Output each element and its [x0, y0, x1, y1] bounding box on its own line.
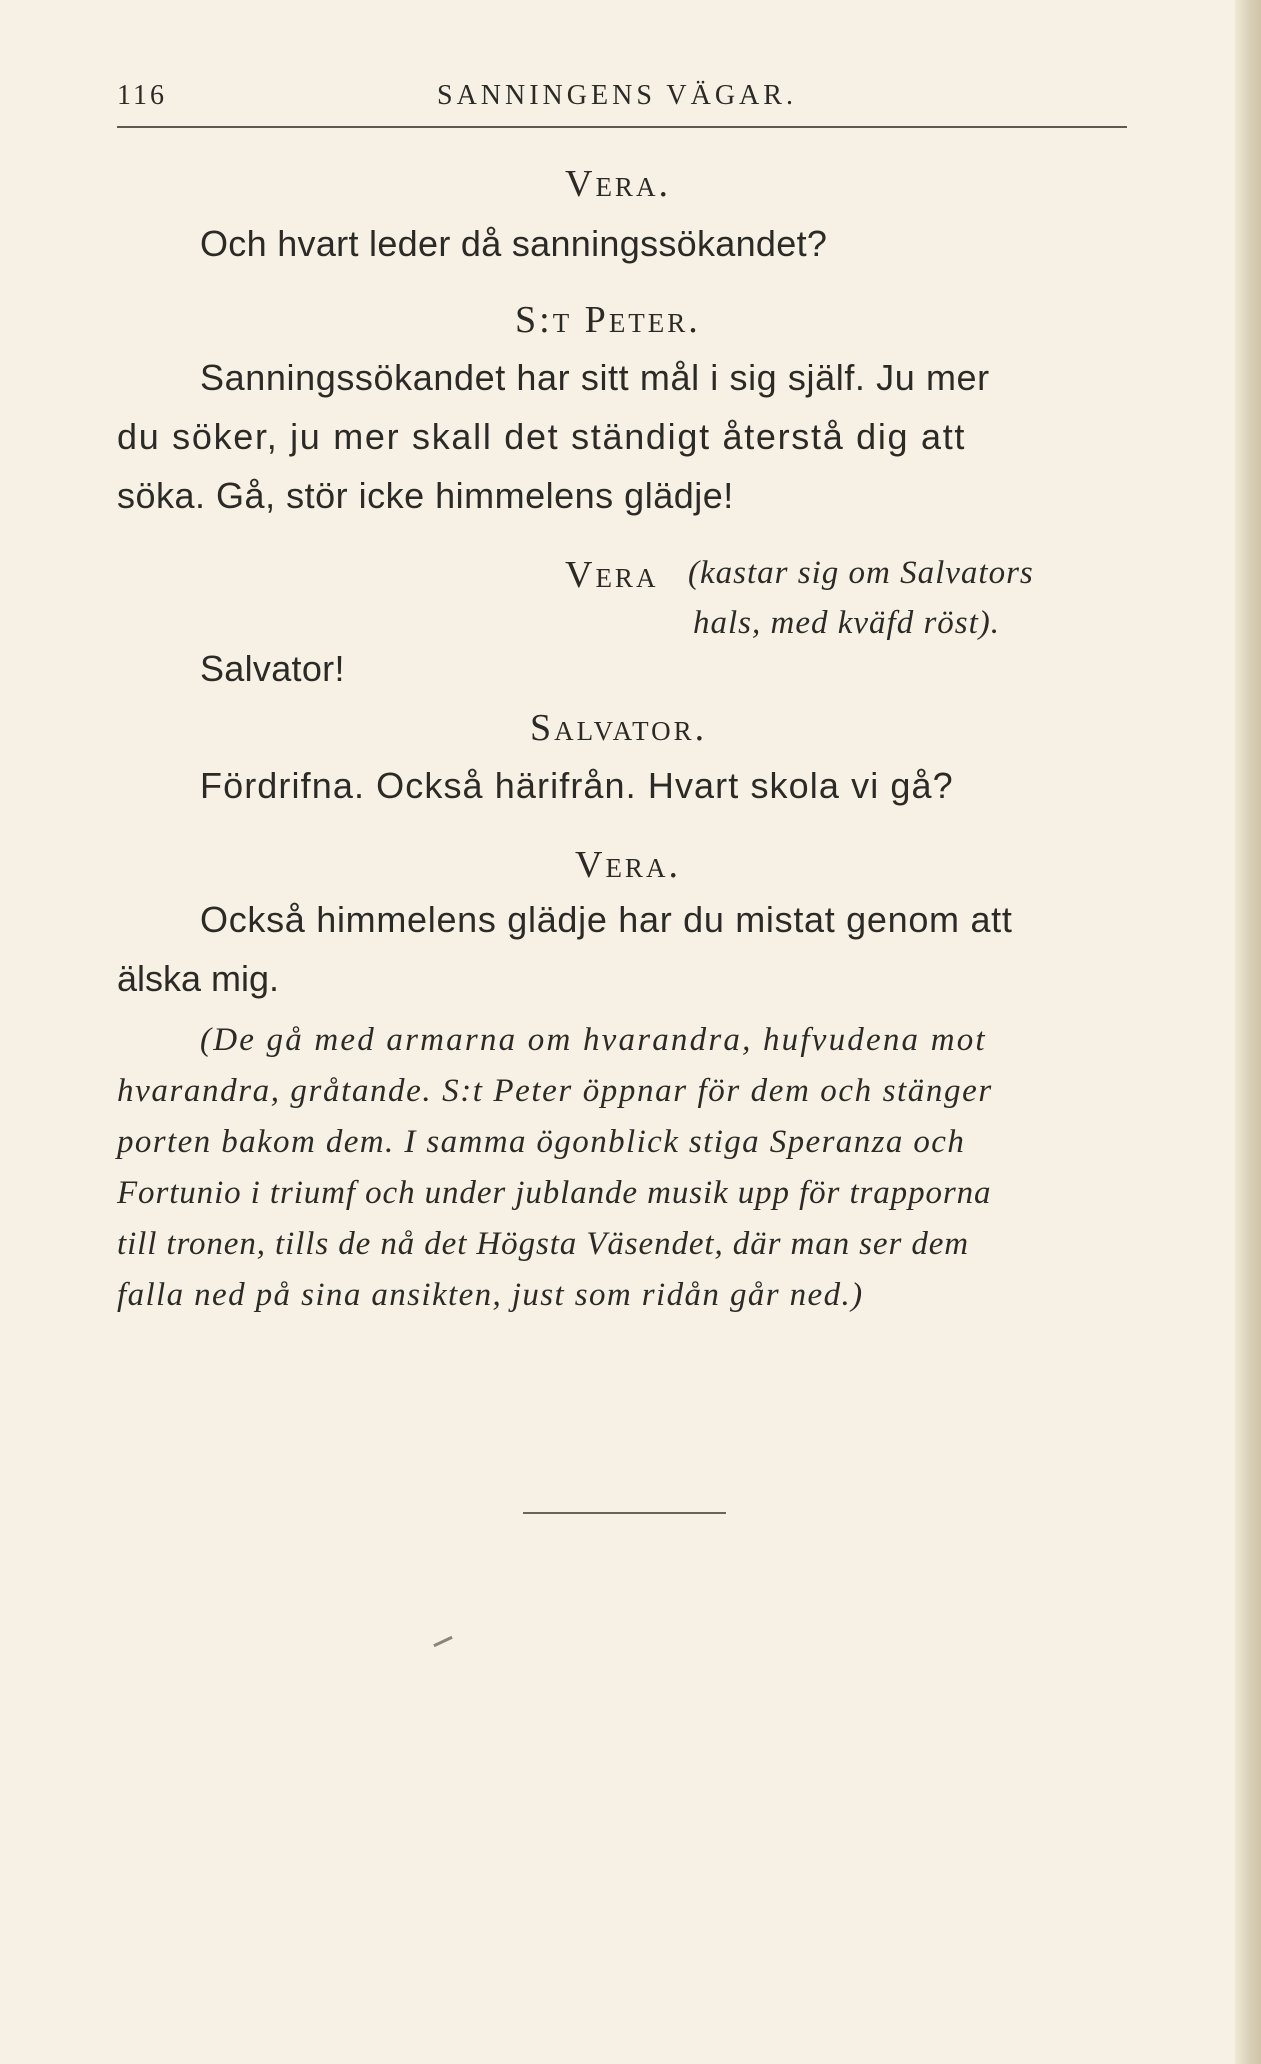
dialogue-line: Salvator!: [200, 648, 345, 689]
stage-direction-inline: hals, med kväfd röst).: [693, 605, 1001, 641]
page-number: 116: [117, 80, 167, 111]
paragraph-line: söka. Gå, stör icke himmelens glädje!: [117, 475, 734, 516]
stage-direction-line: porten bakom dem. I samma ögonblick stiga Speranza och: [117, 1124, 966, 1160]
page-edge: [1235, 0, 1261, 2064]
speaker-vera: Vera.: [565, 163, 671, 205]
paragraph-line: älska mig.: [117, 958, 280, 999]
stage-direction-line: Fortunio i triumf och under jublande musik upp för trapporna: [117, 1175, 992, 1211]
dialogue-line: Och hvart leder då sanningssökandet?: [200, 223, 828, 264]
speaker-vera: Vera: [565, 554, 659, 596]
running-title: SANNINGENS VÄGAR.: [437, 80, 797, 111]
stage-direction-line: (De gå med armarna om hvarandra, hufvudena mot: [200, 1022, 987, 1058]
stage-direction-line: falla ned på sina ansikten, just som ridån går ned.): [117, 1277, 864, 1313]
paragraph-line: Också himmelens glädje har du mistat genom att: [200, 899, 1013, 940]
speaker-salvator: Salvator.: [530, 707, 708, 749]
end-rule: [523, 1512, 726, 1514]
speaker-st-peter: S:t Peter.: [515, 299, 701, 341]
paragraph-line: Sanningssökandet har sitt mål i sig själf. Ju mer: [200, 357, 990, 398]
header-rule: [117, 126, 1127, 128]
ink-mark: [433, 1636, 452, 1647]
page-header: [117, 80, 1127, 126]
dialogue-paragraph: [117, 348, 1127, 525]
dialogue-line: Fördrifna. Också härifrån. Hvart skola vi gå?: [200, 765, 954, 806]
stage-direction: [117, 1015, 1127, 1321]
stage-direction-line: till tronen, tills de nå det Högsta Väsendet, där man ser dem: [117, 1226, 970, 1262]
stage-direction-inline: (kastar sig om Salvators: [688, 555, 1034, 591]
dialogue-paragraph: [117, 890, 1127, 1008]
paragraph-line: du söker, ju mer skall det ständigt återstå dig att: [117, 416, 967, 457]
stage-direction-line: hvarandra, gråtande. S:t Peter öppnar för dem och stänger: [117, 1073, 993, 1109]
speaker-vera: Vera.: [575, 844, 681, 886]
